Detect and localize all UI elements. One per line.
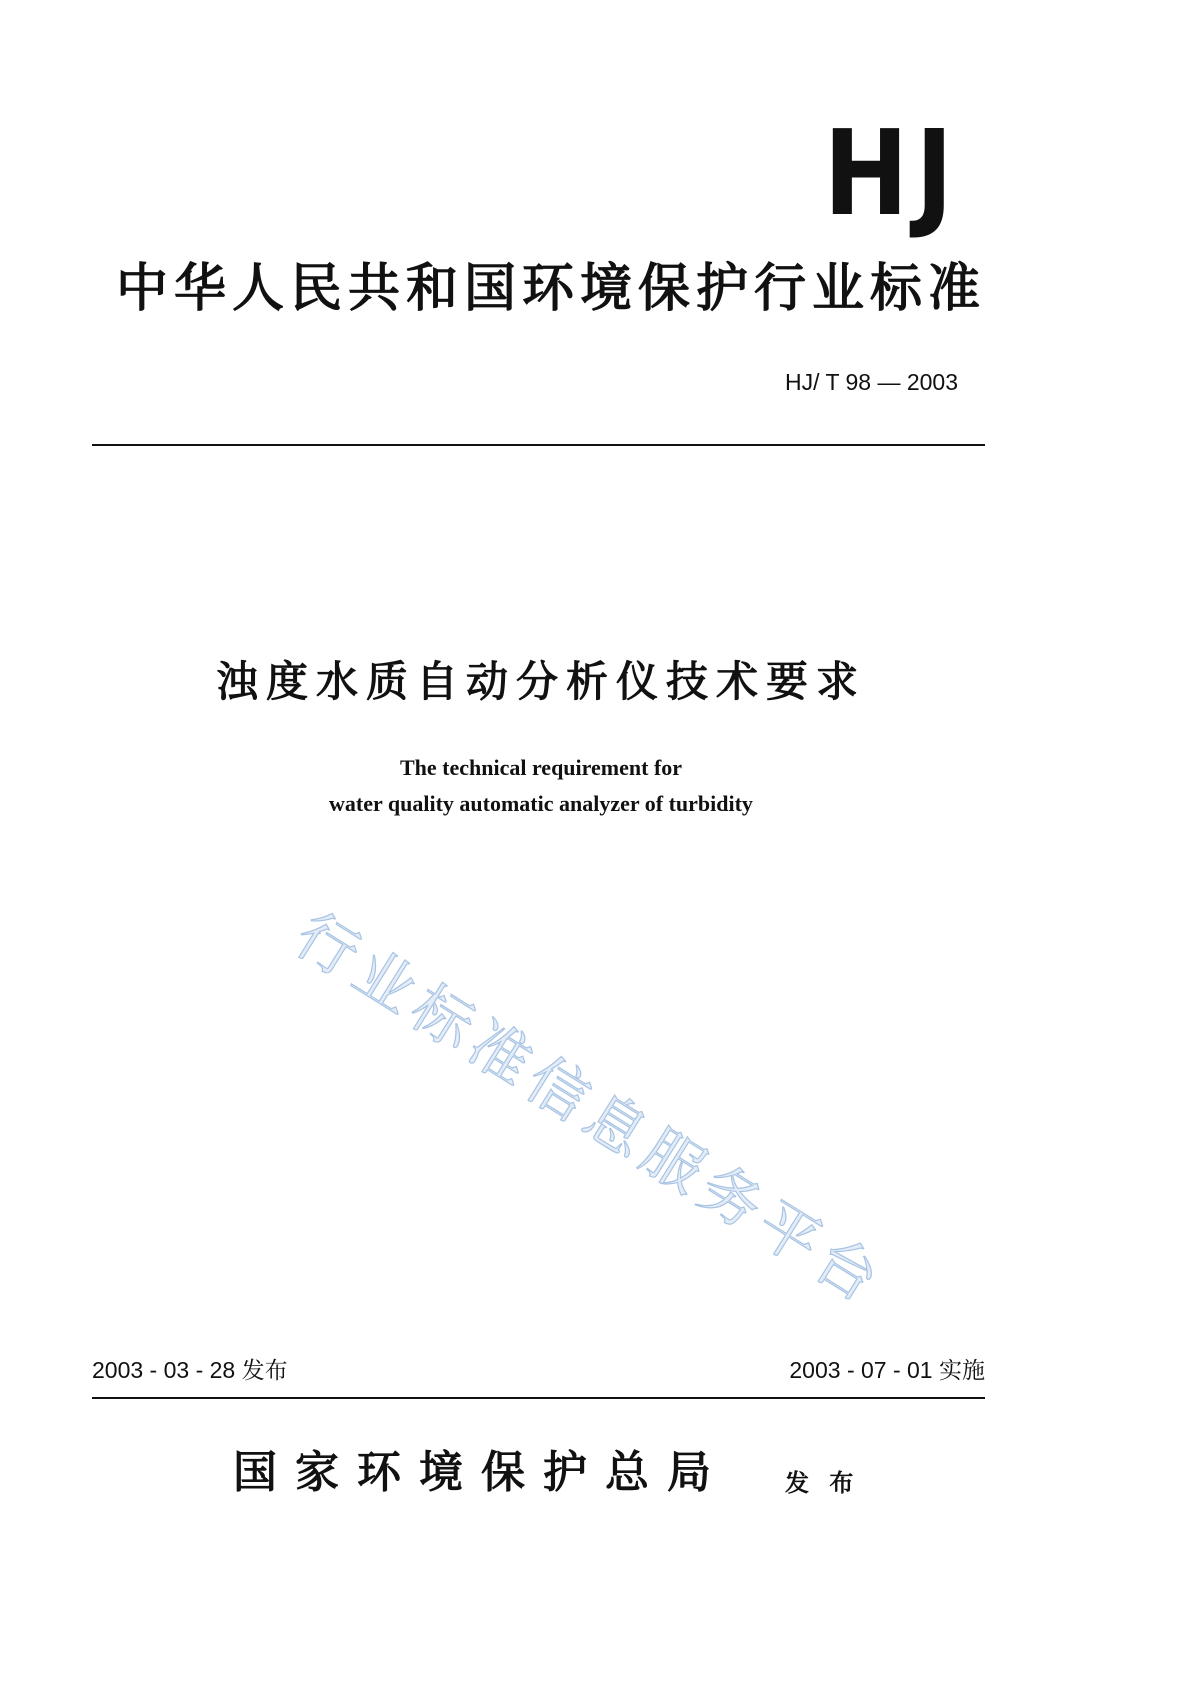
- standard-code: HJ/ T 98 — 2003: [784, 369, 958, 395]
- implementation-date: 2003 - 07 - 01 实施: [789, 1357, 985, 1383]
- hj-standard-logo: HJ: [823, 104, 960, 242]
- issuing-authority: 国家环境保护总局: [233, 1447, 729, 1498]
- standard-category-title: 中华人民共和国环境保护行业标准: [115, 259, 986, 319]
- bottom-divider: [92, 1397, 985, 1399]
- watermark: 行业标准信息服务平台: [283, 900, 897, 1320]
- issuing-action-label: 发 布: [785, 1469, 860, 1497]
- top-divider: [92, 444, 985, 446]
- document-title-chinese: 浊度水质自动分析仪技术要求: [215, 657, 866, 706]
- document-title-english-line-1: The technical requirement for: [399, 755, 683, 780]
- document-title-english-line-2: water quality automatic analyzer of turbidity: [329, 791, 753, 816]
- issue-date: 2003 - 03 - 28 发布: [92, 1357, 288, 1383]
